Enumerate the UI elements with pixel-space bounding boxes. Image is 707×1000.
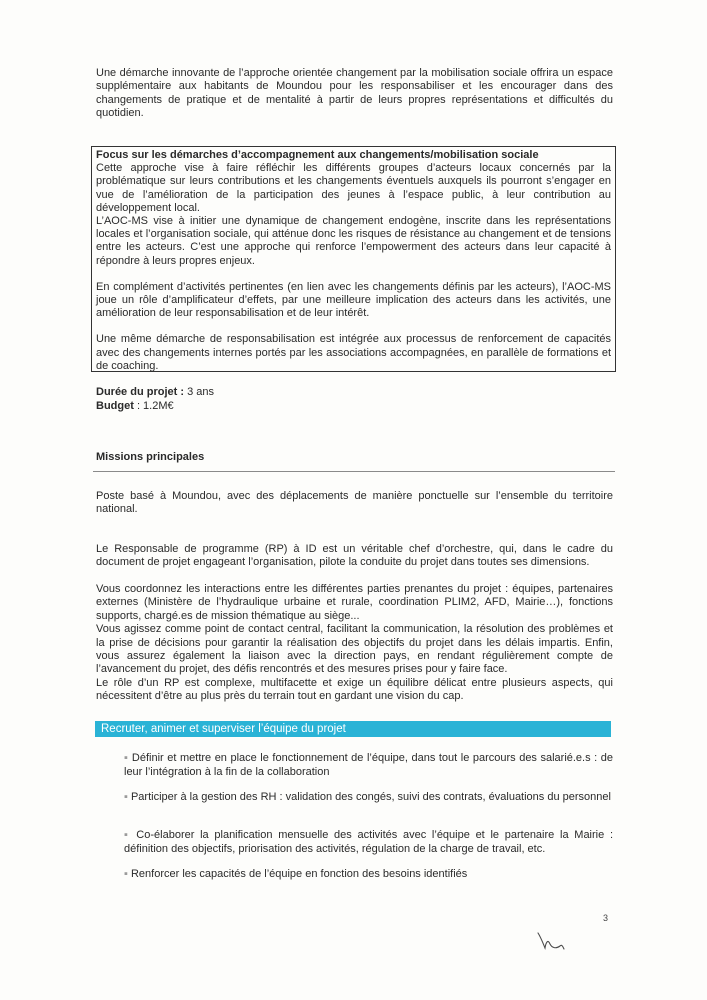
bullet-item (124, 751, 613, 779)
rp-paragraph: Le Responsable de programme (RP) à ID est un véritable chef d’orchestre, qui, dans le cadre du document de projet engageant l’organisation, pilote la conduite du projet dans toutes ses dimensions. (96, 543, 613, 569)
page-number: 3 (603, 913, 609, 923)
section-heading-bar: Recruter, animer et superviser l’équipe du projet (95, 721, 611, 737)
focus-paragraph-2: L’AOC-MS vise à initier une dynamique de changement endogène, inscrite dans les représentations locales et l’organisation sociale, qui atténue donc les risques de résistance au changement et de tensions entre les acteurs. C’est une approche qui renforce l’empowerment des acteurs dans leur capacité à répondre à leurs propres enjeux. (96, 215, 611, 267)
bullet-icon: ▪ (124, 752, 129, 764)
poste-paragraph: Poste basé à Moundou, avec des déplacements de manière ponctuelle sur l’ensemble du territoire national. (96, 490, 613, 516)
focus-box (91, 146, 616, 372)
bullet-icon: ▪ (124, 829, 131, 841)
heading-divider (93, 471, 615, 472)
duration-value: 3 ans (184, 386, 214, 398)
bullet-icon: ▪ (124, 868, 128, 880)
budget-line (96, 399, 214, 413)
bullet-item (124, 828, 613, 856)
focus-paragraph-3: En complément d’activités pertinentes (en lien avec les changements définis par les acteurs), l’AOC-MS joue un rôle d’amplificateur d’effets, par une meilleure implication des acteurs dans les activités, une amélioration de leur responsabilisation et de leur intérêt. (96, 280, 611, 320)
duration-label: Durée du projet : (96, 386, 185, 398)
missions-heading: Missions principales (96, 451, 205, 463)
budget-label: Budget (96, 400, 134, 412)
coordination-paragraph-2: Vous agissez comme point de contact central, facilitant la communication, la résolution des problèmes et la prise de décisions pour garantir la réalisation des objectifs du projet dans les délais impartis. Enfin, vous assurez également la liaison avec la direction pays, en rendant régulièrement compte de l’avancement du projet, des défis rencontrés et des mesures prises pour y faire face. (96, 623, 613, 676)
signature-icon (536, 930, 566, 952)
bullet-item (124, 790, 613, 804)
duration-line (96, 385, 214, 399)
project-meta (96, 385, 214, 413)
bullet-text: Renforcer les capacités de l’équipe en fonction des besoins identifiés (127, 868, 468, 880)
coordination-paragraph-3: Le rôle d’un RP est complexe, multifacette et exige un équilibre délicat entre plusieurs aspects, qui nécessitent d’être au plus près du terrain tout en gardant une vision du cap. (96, 676, 613, 703)
bullet-icon: ▪ (124, 791, 128, 803)
focus-paragraph-1: Cette approche vise à faire réfléchir les différents groupes d’acteurs locaux concernés par la problématique sur leurs contributions et les changements éventuels auxquels ils pourront s’engager en vue de l’amélioration de la participation des jeunes à l’espace public, à leur contribution au développement local. (96, 162, 611, 214)
bullet-text: Co-élaborer la planification mensuelle des activités avec l’équipe et le partenaire la Mairie : définition des objectifs, priorisation des activités, régulation de la charge de travail, etc. (124, 829, 614, 855)
bullet-item (124, 867, 613, 881)
focus-paragraph-4: Une même démarche de responsabilisation est intégrée aux processus de renforcement de capacités avec des changements internes portés par les associations accompagnées, en parallèle de formations et de coaching. (96, 333, 611, 372)
budget-value: : 1.2M€ (133, 400, 174, 412)
focus-title: Focus sur les démarches d’accompagnement aux changements/mobilisation sociale (96, 149, 539, 161)
coordination-block (96, 583, 613, 704)
bullet-text: Participer à la gestion des RH : validation des congés, suivi des contrats, évaluations du personnel (127, 791, 611, 803)
intro-paragraph: Une démarche innovante de l’approche orientée changement par la mobilisation sociale offrira un espace supplémentaire aux habitants de Moundou pour les responsabiliser et les encourager dans des changements de pratique et de mentalité à partir de leurs propres représentations et difficultés du quotidien. (96, 67, 613, 120)
coordination-paragraph-1: Vous coordonnez les interactions entre les différentes parties prenantes du projet : équipes, partenaires externes (Ministère de l’hydraulique urbaine et rurale, coordination PLIM2, AFD, Mairie…), fonctions supports, chargé.es de mission thématique au siège... (96, 583, 613, 622)
bullet-text: Définir et mettre en place le fonctionnement de l’équipe, dans tout le parcours des salarié.e.s : de leur l’intégration à la fin de la collaboration (124, 752, 613, 778)
